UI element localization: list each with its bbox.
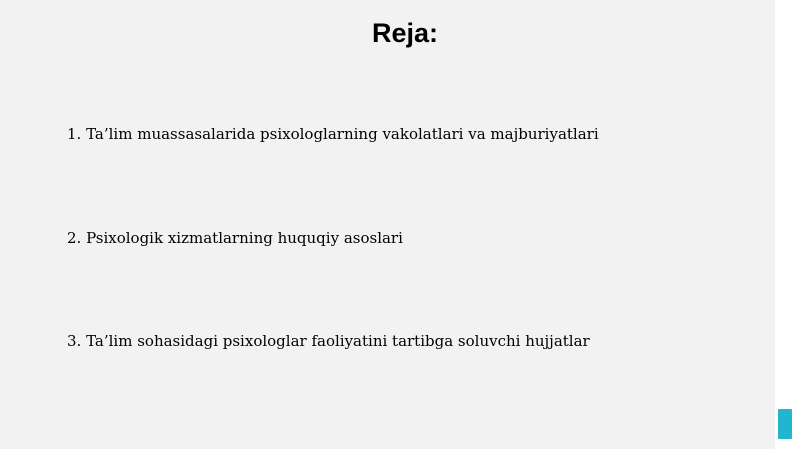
scrollbar-thumb[interactable] — [778, 409, 792, 439]
list-item: 2. Psixologik xizmatlarning huquqiy asoslari — [67, 229, 403, 247]
list-item: 3. Ta’lim sohasidagi psixologlar faoliyatini tartibga soluvchi hujjatlar — [67, 332, 590, 350]
vertical-scrollbar[interactable] — [775, 0, 800, 449]
slide-title: Reja: — [371, 18, 439, 48]
list-item: 1. Ta’lim muassasalarida psixologlarning vakolatlari va majburiyatlari — [67, 125, 599, 143]
